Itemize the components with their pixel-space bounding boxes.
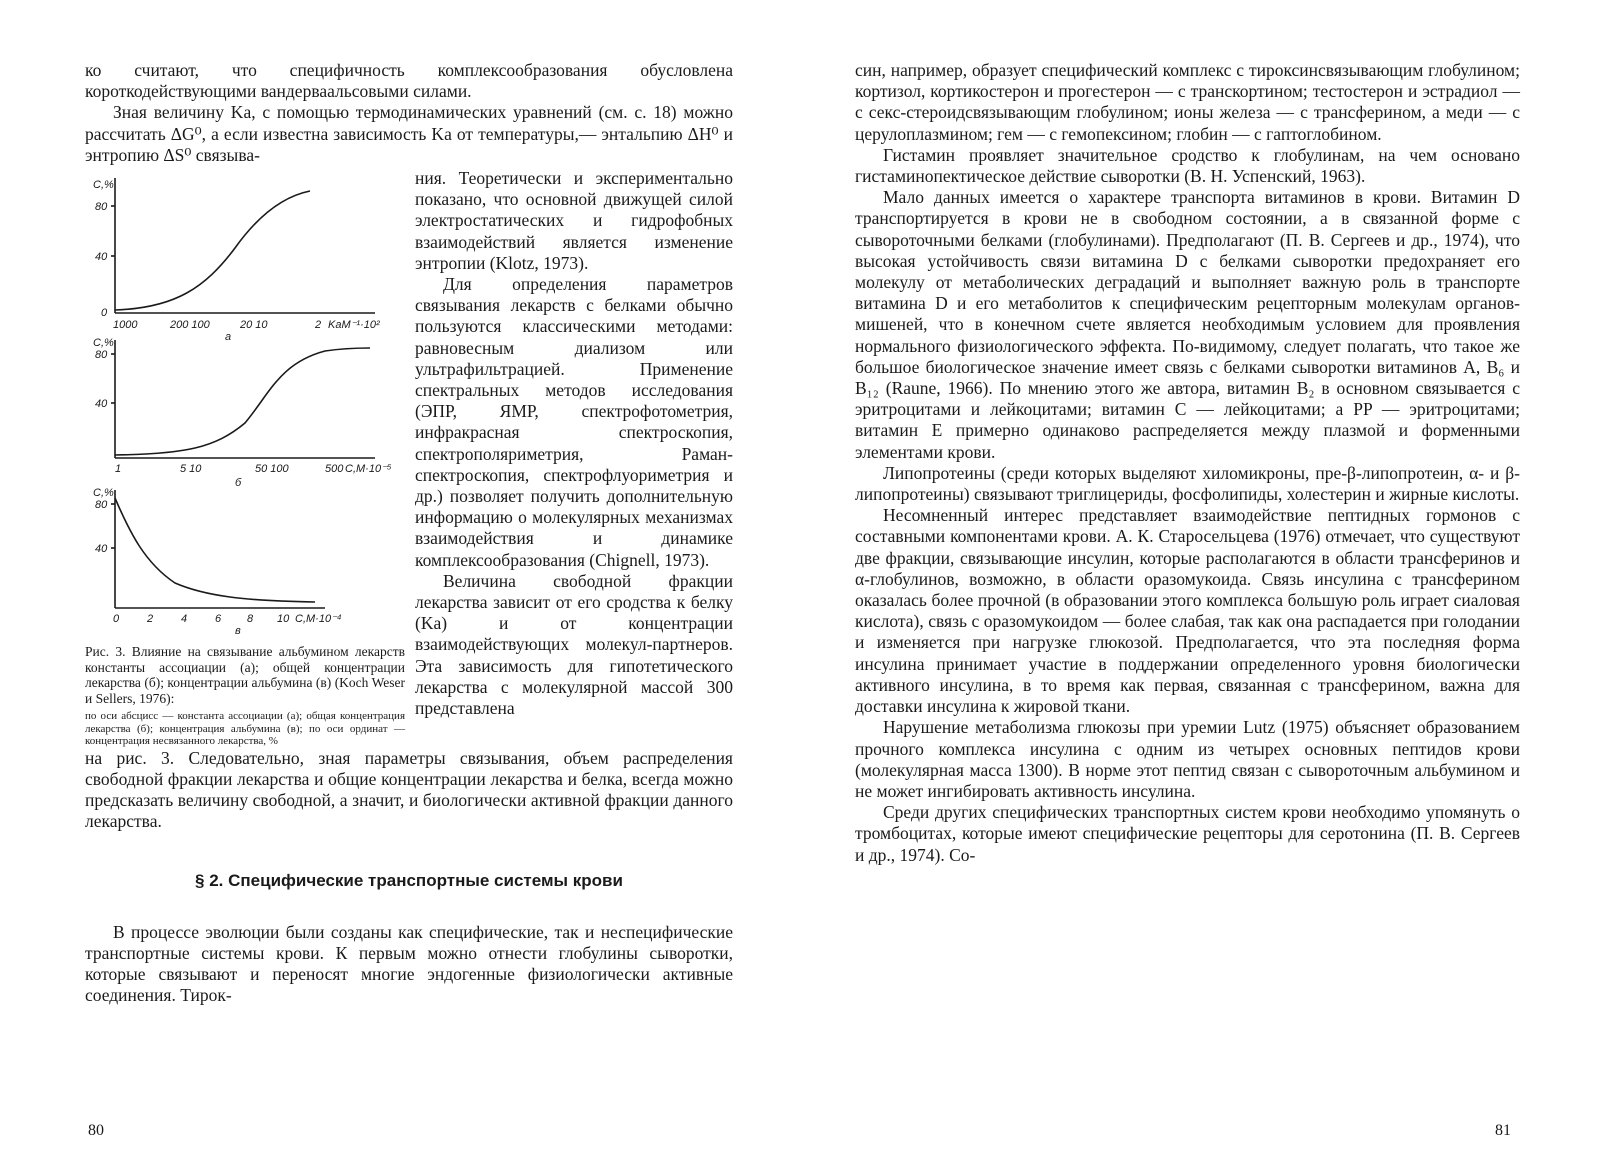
page-number: 80 xyxy=(88,1122,104,1139)
figure-legend: по оси абсцисс — константа ассоциации (а); общая концентрация лекарства (б); концентрация альбумина (в); по оси ординат — концентрация несвязанного лекарства, % xyxy=(85,710,405,748)
curve-b xyxy=(115,348,370,455)
paragraph: Величина свободной фракции лекарства зависит от его сродства к белку (Kа) и от концентрации взаимодействующих молекул-партнеров. Эта зависимость для гипотетического лекарства с молекулярной массой 300 представлена xyxy=(415,570,733,719)
figure-charts xyxy=(85,168,405,638)
svg-text:а: а xyxy=(225,331,232,344)
svg-text:KaM⁻¹·10²: KaM⁻¹·10² xyxy=(328,319,380,332)
svg-text:80: 80 xyxy=(95,201,108,214)
svg-text:0: 0 xyxy=(101,307,108,320)
paragraph: ко считают, что специфичность комплексообразования обусловлена короткодействующими вандерваальсовыми силами. xyxy=(85,60,733,102)
svg-text:б: б xyxy=(235,477,242,490)
svg-text:500: 500 xyxy=(325,463,344,476)
paragraph: на рис. 3. Следовательно, зная параметры связывания, объем распределения свободной фракции лекарства и общие концентрации лекарства и белка, всегда можно предсказать величину свободной, а значит, и биологически активной фракции данного лекарства. xyxy=(85,747,733,832)
svg-text:6: 6 xyxy=(215,613,222,626)
svg-text:0: 0 xyxy=(113,613,120,626)
svg-text:20 10: 20 10 xyxy=(240,319,268,332)
curve-a xyxy=(115,191,310,310)
page-number: 81 xyxy=(1495,1122,1511,1139)
right-page xyxy=(855,60,1520,866)
paragraph: Несомненный интерес представляет взаимодействие пептидных гормонов с составными компонентами крови. А. К. Старосельцева (1976) отмечает, что существуют две фракции, связывающие инсулин, которые располагаются в области трансферинов и α-глобулинов, возможно, в области оразомукоида. Связь инсулина с трансферином оказалась более прочной (в образовании этого комплекса большую роль играет сиаловая кислота), связь с оразомукоидом — более слабая, так как она распадается при голодании и изменяется при нагрузке глюкозой. Предполагается, что эта последняя форма инсулина принимает участие в поддержании определенного уровня биологически активного инсулина, в то время как первая, связанная с трансферином, важна для доставки инсулина к жировой ткани. xyxy=(855,505,1520,717)
svg-text:5 10: 5 10 xyxy=(180,463,202,476)
section-heading: § 2. Специфические транспортные системы крови xyxy=(195,871,623,891)
paragraph: Мало данных имеется о характере транспорта витаминов в крови. Витамин D транспортируется в крови не в свободном состоянии, а в связанной форме с сывороточными белками (глобулинами). Предполагают (П. В. Сергеев и др., 1974), что высокая устойчивость связи витамина D с белками сыворотки предохраняет его молекулу от метаболических деградаций и выполняет важную роль в транспорте витамина D и его метаболитов к специфическим рецепторным молекулам органов-мишеней, что в конечном счете является необходимым условием для проявления нормального физиологического эффекта. По-видимому, следует полагать, что такое же большое биологическое значение имеет связь с белками сыворотки витаминов A, B₆ и B₁₂ (Raune, 1966). По мнению этого же автора, витамин B₂ в основном связывается с эритроцитами и лейкоцитами; витамин C — лейкоцитами; а PP — эритроцитами; витамин E примерно одинаково распределяется между плазмой и форменными элементами крови. xyxy=(855,187,1520,462)
svg-text:C,%: C,% xyxy=(93,337,114,350)
svg-text:4: 4 xyxy=(181,613,188,626)
y-label: C,% xyxy=(93,179,114,192)
svg-text:80: 80 xyxy=(95,499,108,512)
svg-text:10: 10 xyxy=(277,613,290,626)
left-page xyxy=(85,60,733,1006)
svg-text:в: в xyxy=(235,625,241,638)
svg-text:2: 2 xyxy=(315,319,322,332)
paragraph: В процессе эволюции были созданы как специфические, так и неспецифические транспортные системы крови. К первым можно отнести глобулины сыворотки, которые связывают и переносят многие эндогенные физиологически активные соединения. Тирок- xyxy=(85,921,733,1006)
svg-text:1000: 1000 xyxy=(113,319,138,332)
paragraph: син, например, образует специфический комплекс с тироксинсвязывающим глобулином; кортизол, кортикостерон и прогестерон — с транскортином; тестостерон и эстрадиол — с секс-стероидсвязывающим глобулином; ионы железа — с трансферином, а меди — с церулоплазмином; гем — с гемопексином; глобин — с гаптоглобином. xyxy=(855,60,1520,144)
curve-c xyxy=(115,498,315,602)
figure-3 xyxy=(85,168,405,748)
paragraph: Зная величину Kа, с помощью термодинамических уравнений (см. с. 18) можно рассчитать ΔG⁰, а если известна зависимость Kа от температуры,— энтальпию ΔH⁰ и энтропию ΔS⁰ связыва- xyxy=(85,102,733,165)
paragraph: ния. Теоретически и экспериментально показано, что основной движущей силой электростатических и гидрофобных взаимодействий является изменение энтропии (Klotz, 1973). xyxy=(415,168,733,273)
paragraph: Липопротеины (среди которых выделяют хиломикроны, пре-β-липопротеин, α- и β-липопротеины) связывают триглицериды, фосфолипиды, холестерин и жирные кислоты. xyxy=(855,462,1520,505)
paragraph: Для определения параметров связывания лекарств с белками обычно пользуются классическими методами: равновесным диализом или ультрафильтрацией. Применение спектральных методов исследования (ЭПР, ЯМР, спектрофотометрия, инфракрасная спектроскопия, спектрополяриметрия, Раман-спектроскопия, спектрофлуориметрия и др.) позволяет получить дополнительную информацию о молекулярных механизмах взаимодействия и динамике комплексообразования (Chignell, 1973). xyxy=(415,274,733,570)
svg-text:40: 40 xyxy=(95,251,108,264)
svg-text:8: 8 xyxy=(247,613,254,626)
paragraph: Гистамин проявляет значительное сродство к глобулинам, на чем основано гистаминопектическое действие сыворотки (В. Н. Успенский, 1963). xyxy=(855,144,1520,187)
svg-text:C,M·10⁻⁵: C,M·10⁻⁵ xyxy=(345,463,392,476)
paragraph: Нарушение метаболизма глюкозы при уремии Lutz (1975) объясняет образованием прочного комплекса инсулина с одним из четырех основных пептидов крови (молекулярная масса 1300). В норме этот пептид связан с сывороточным альбумином и не может ингибировать активность инсулина. xyxy=(855,717,1520,801)
paragraph: Среди других специфических транспортных систем крови необходимо упомянуть о тромбоцитах, которые имеют специфические рецепторы для серотонина (П. В. Сергеев и др., 1974). Со- xyxy=(855,802,1520,865)
svg-text:2: 2 xyxy=(147,613,154,626)
svg-text:1: 1 xyxy=(115,463,122,476)
figure-caption: Рис. 3. Влияние на связывание альбумином лекарств константы ассоциации (а); общей концентрации лекарства (б); концентрации альбумина (в) (Koch Weser и Sellers, 1976): xyxy=(85,644,405,706)
svg-text:200 100: 200 100 xyxy=(170,319,210,332)
svg-text:80: 80 xyxy=(95,349,108,362)
svg-text:C,M·10⁻⁴: C,M·10⁻⁴ xyxy=(295,613,342,626)
svg-text:C,%: C,% xyxy=(93,487,114,500)
svg-text:40: 40 xyxy=(95,543,108,556)
svg-text:40: 40 xyxy=(95,398,108,411)
svg-text:50 100: 50 100 xyxy=(255,463,289,476)
